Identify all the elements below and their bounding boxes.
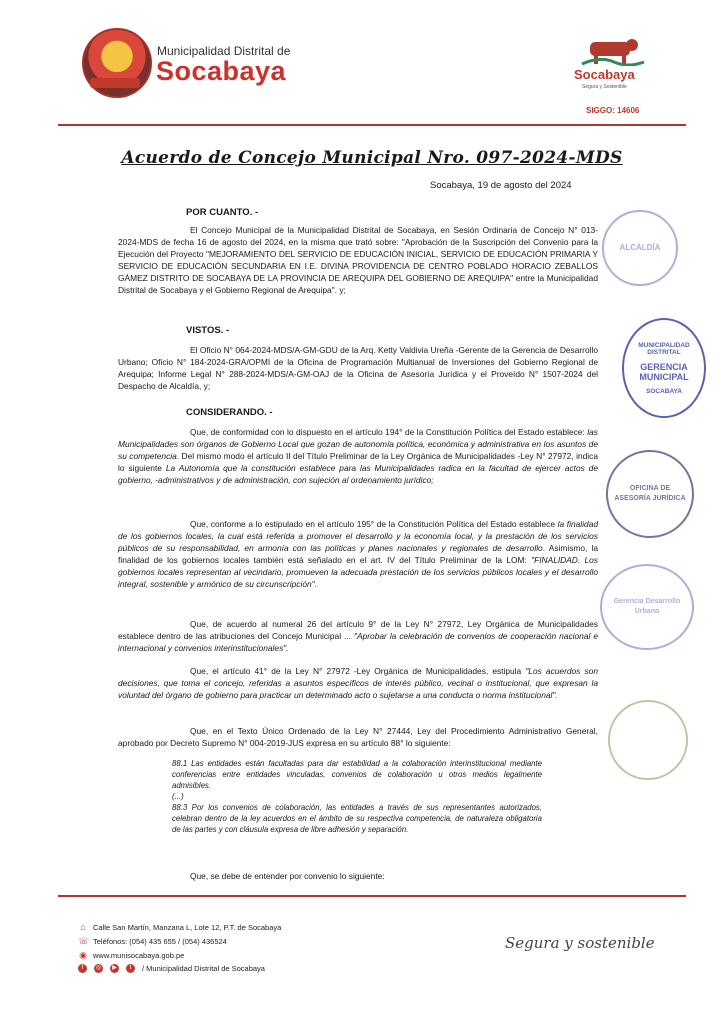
siggo-code: SIGGO: 14606 [586, 106, 640, 115]
seal-stamp [608, 700, 688, 780]
footer-slogan: Segura y sostenible [505, 934, 655, 952]
home-icon: ⌂ [80, 922, 86, 932]
twitter-icon[interactable]: t [126, 964, 135, 973]
considerando-paragraph-5: Que, en el Texto Único Ordenado de la Ley N° 27444, Ley del Procedimiento Administrativo General, aprobado por Decreto Supremo N° 004-2019-JUS expresa en su artículo 88° lo siguiente: [118, 726, 598, 748]
alcaldia-stamp: ALCALDÍA [602, 210, 678, 286]
municipality-name: Socabaya [156, 56, 287, 86]
footer-address: ⌂ Calle San Martín, Manzana L, Lote 12, P.T. de Socabaya [78, 922, 281, 932]
youtube-icon[interactable]: ▶ [110, 964, 119, 973]
footer-phones: ☏ Teléfonos: (054) 435 655 / (054) 436524 [78, 936, 227, 946]
facebook-icon[interactable]: f [78, 964, 87, 973]
quote-88-3: 88.3 Por los convenios de colaboración, las entidades a través de sus representantes autorizados, celebran dentro de la ley acuerdos en el ámbito de su respectiva competencia, de naturaleza obligatoria de las partes y con cláusula expresa de libre adhesión y separación. [172, 803, 542, 834]
asesoria-juridica-stamp: OFICINA DE ASESORÍA JURÍDICA [606, 450, 694, 538]
gerencia-stamp-center: GERENCIA MUNICIPAL [639, 361, 689, 382]
footer-social: f ◎ ▶ t / Municipalidad Distrital de Socabaya [78, 964, 265, 973]
quote-ellipsis: (...) [172, 792, 184, 801]
desarrollo-urbano-stamp: Gerencia Desarrollo Urbano [600, 564, 694, 650]
considerando-paragraph-6: Que, se debe de entender por convenio lo siguiente: [190, 871, 385, 881]
por-cuanto-paragraph: El Concejo Municipal de la Municipalidad Distrital de Socabaya, en Sesión Ordinaria de Concejo N° 013-2024-MDS de fecha 16 de agosto del 2024, en la misma que trató sobre: "Aprobación de la Suscripción del Convenio para la Ejecución del Proyecto "MEJORAMIENTO DEL SERVICIO DE EDUCACIÓN INICIAL, SERVICIO DE EDUCACIÓN PRIMARIA Y SERVICIO DE EDUCACIÓN SECUNDARIA EN I.E. DIVINA PROVIDENCIA DE CENTRO POBLADO HORACIO ZEBALLOS GÁMEZ DISTRITO DE SOCABAYA DE LA PROVINCIA DE AREQUIPA DEL GOBIERNO DE AREQUIPA" entre la Municipalidad Distrital de Socabaya y el Gobierno Regional de Arequipa". y; [118, 225, 598, 295]
gerencia-municipal-stamp [622, 318, 706, 418]
phone-icon: ☏ [78, 936, 90, 946]
globe-icon: ◉ [79, 950, 87, 960]
right-logo-name: Socabaya [574, 67, 635, 82]
crest-banner [90, 78, 140, 88]
considerando-paragraph-1: Que, de conformidad con lo dispuesto en el artículo 194° de la Constitución Política del Estado establece: las Municipalidades son órganos de Gobierno Local que gozan de autonomía política, económica y administrativa en los asuntos de su competencia. Del mismo modo el artículo II del Título Preliminar de la Ley Orgánica de Municipalidades -Ley N° 27972, indica lo siguiente La Autonomía que la constitución establece para las Municipalidades radica en la facultad de ejercer actos de gobierno, -administrativos y de administración, con sujeción al ordenamiento jurídico; [118, 427, 598, 485]
footer-website[interactable]: ◉ www.munisocabaya.gob.pe [79, 950, 185, 960]
article-88-quote [172, 758, 542, 835]
footer-divider [58, 895, 686, 897]
considerando-heading: CONSIDERANDO. - [186, 407, 273, 418]
document-date: Socabaya, 19 de agosto del 2024 [430, 180, 572, 191]
bull-logo-icon [580, 34, 646, 66]
instagram-icon[interactable]: ◎ [95, 965, 102, 971]
right-logo-tagline: Segura y Sostenible [582, 84, 627, 90]
gerencia-stamp-ring-text: MUNICIPALIDAD DISTRITAL [638, 341, 690, 356]
considerando-paragraph-4: Que, el artículo 41° de la Ley N° 27972 -Ley Orgánica de Municipalidades, estipula "Los acuerdos son decisiones, que toma el concejo, referidas a asuntos específicos de interés público, vecinal o institucional, que expresan la voluntad del órgano de gobierno para practicar un determinado acto o sujetarse a una conducta o norma institucional". [118, 666, 598, 700]
quote-88-1: 88.1 Las entidades están facultadas para dar estabilidad a la colaboración interinstitucional mediante conferencias entre entidades vinculadas, convenios de colaboración u otros medios legalmente admisibles. [172, 759, 542, 790]
considerando-paragraph-2: Que, conforme a lo estipulado en el artículo 195° de la Constitución Política del Estado establece la finalidad de los gobiernos locales, la cual está referida a promover el desarrollo y la economía local, y la prestación de los servicios públicos de su responsabilidad, en armonía con las políticas y planes nacionales y regionales de desarrollo. Asimismo, la finalidad de los gobiernos locales también está señalado en el art. IV del Título Preliminar de la LOM: "FINALIDAD. Los gobiernos locales representan al vecindario, promueven la adecuada prestación de los servicios públicos locales y el desarrollo integral, sostenible y armónico de su circunscripción". [118, 519, 599, 589]
por-cuanto-heading: POR CUANTO. - [186, 207, 259, 218]
municipality-label: Municipalidad Distrital de [157, 44, 291, 58]
vistos-heading: VISTOS. - [186, 325, 230, 336]
header-divider [58, 124, 686, 126]
gerencia-stamp-bottom: SOCABAYA [645, 387, 682, 395]
considerando-paragraph-3: Que, de acuerdo al numeral 26 del artículo 9° de la Ley N° 27972, Ley Orgánica de Municipalidades establece dentro de las atribuciones del Concejo Municipal ... "Aprobar la celebración de convenios de cooperación nacional e internacional y convenios interinstitucionales". [118, 619, 598, 653]
vistos-paragraph: El Oficio N° 064-2024-MDS/A-GM-GDU de la Arq. Ketty Valdivia Ureña -Gerente de la Gerencia de Desarrollo Urbano; Oficio N° 184-2024-GRA/OPMI de la Oficina de Programación Multianual de Inversiones del Gobierno Regional de Arequipa; Informe Legal N° 288-2024-MDS/A-GM-OAJ de la Oficina de Asesoría Jurídica y el Proveído N° 1507-2024 del Despacho de Alcaldía, y; [118, 345, 598, 391]
document-title: Acuerdo de Concejo Municipal Nro. 097-2024-MDS [121, 148, 623, 168]
